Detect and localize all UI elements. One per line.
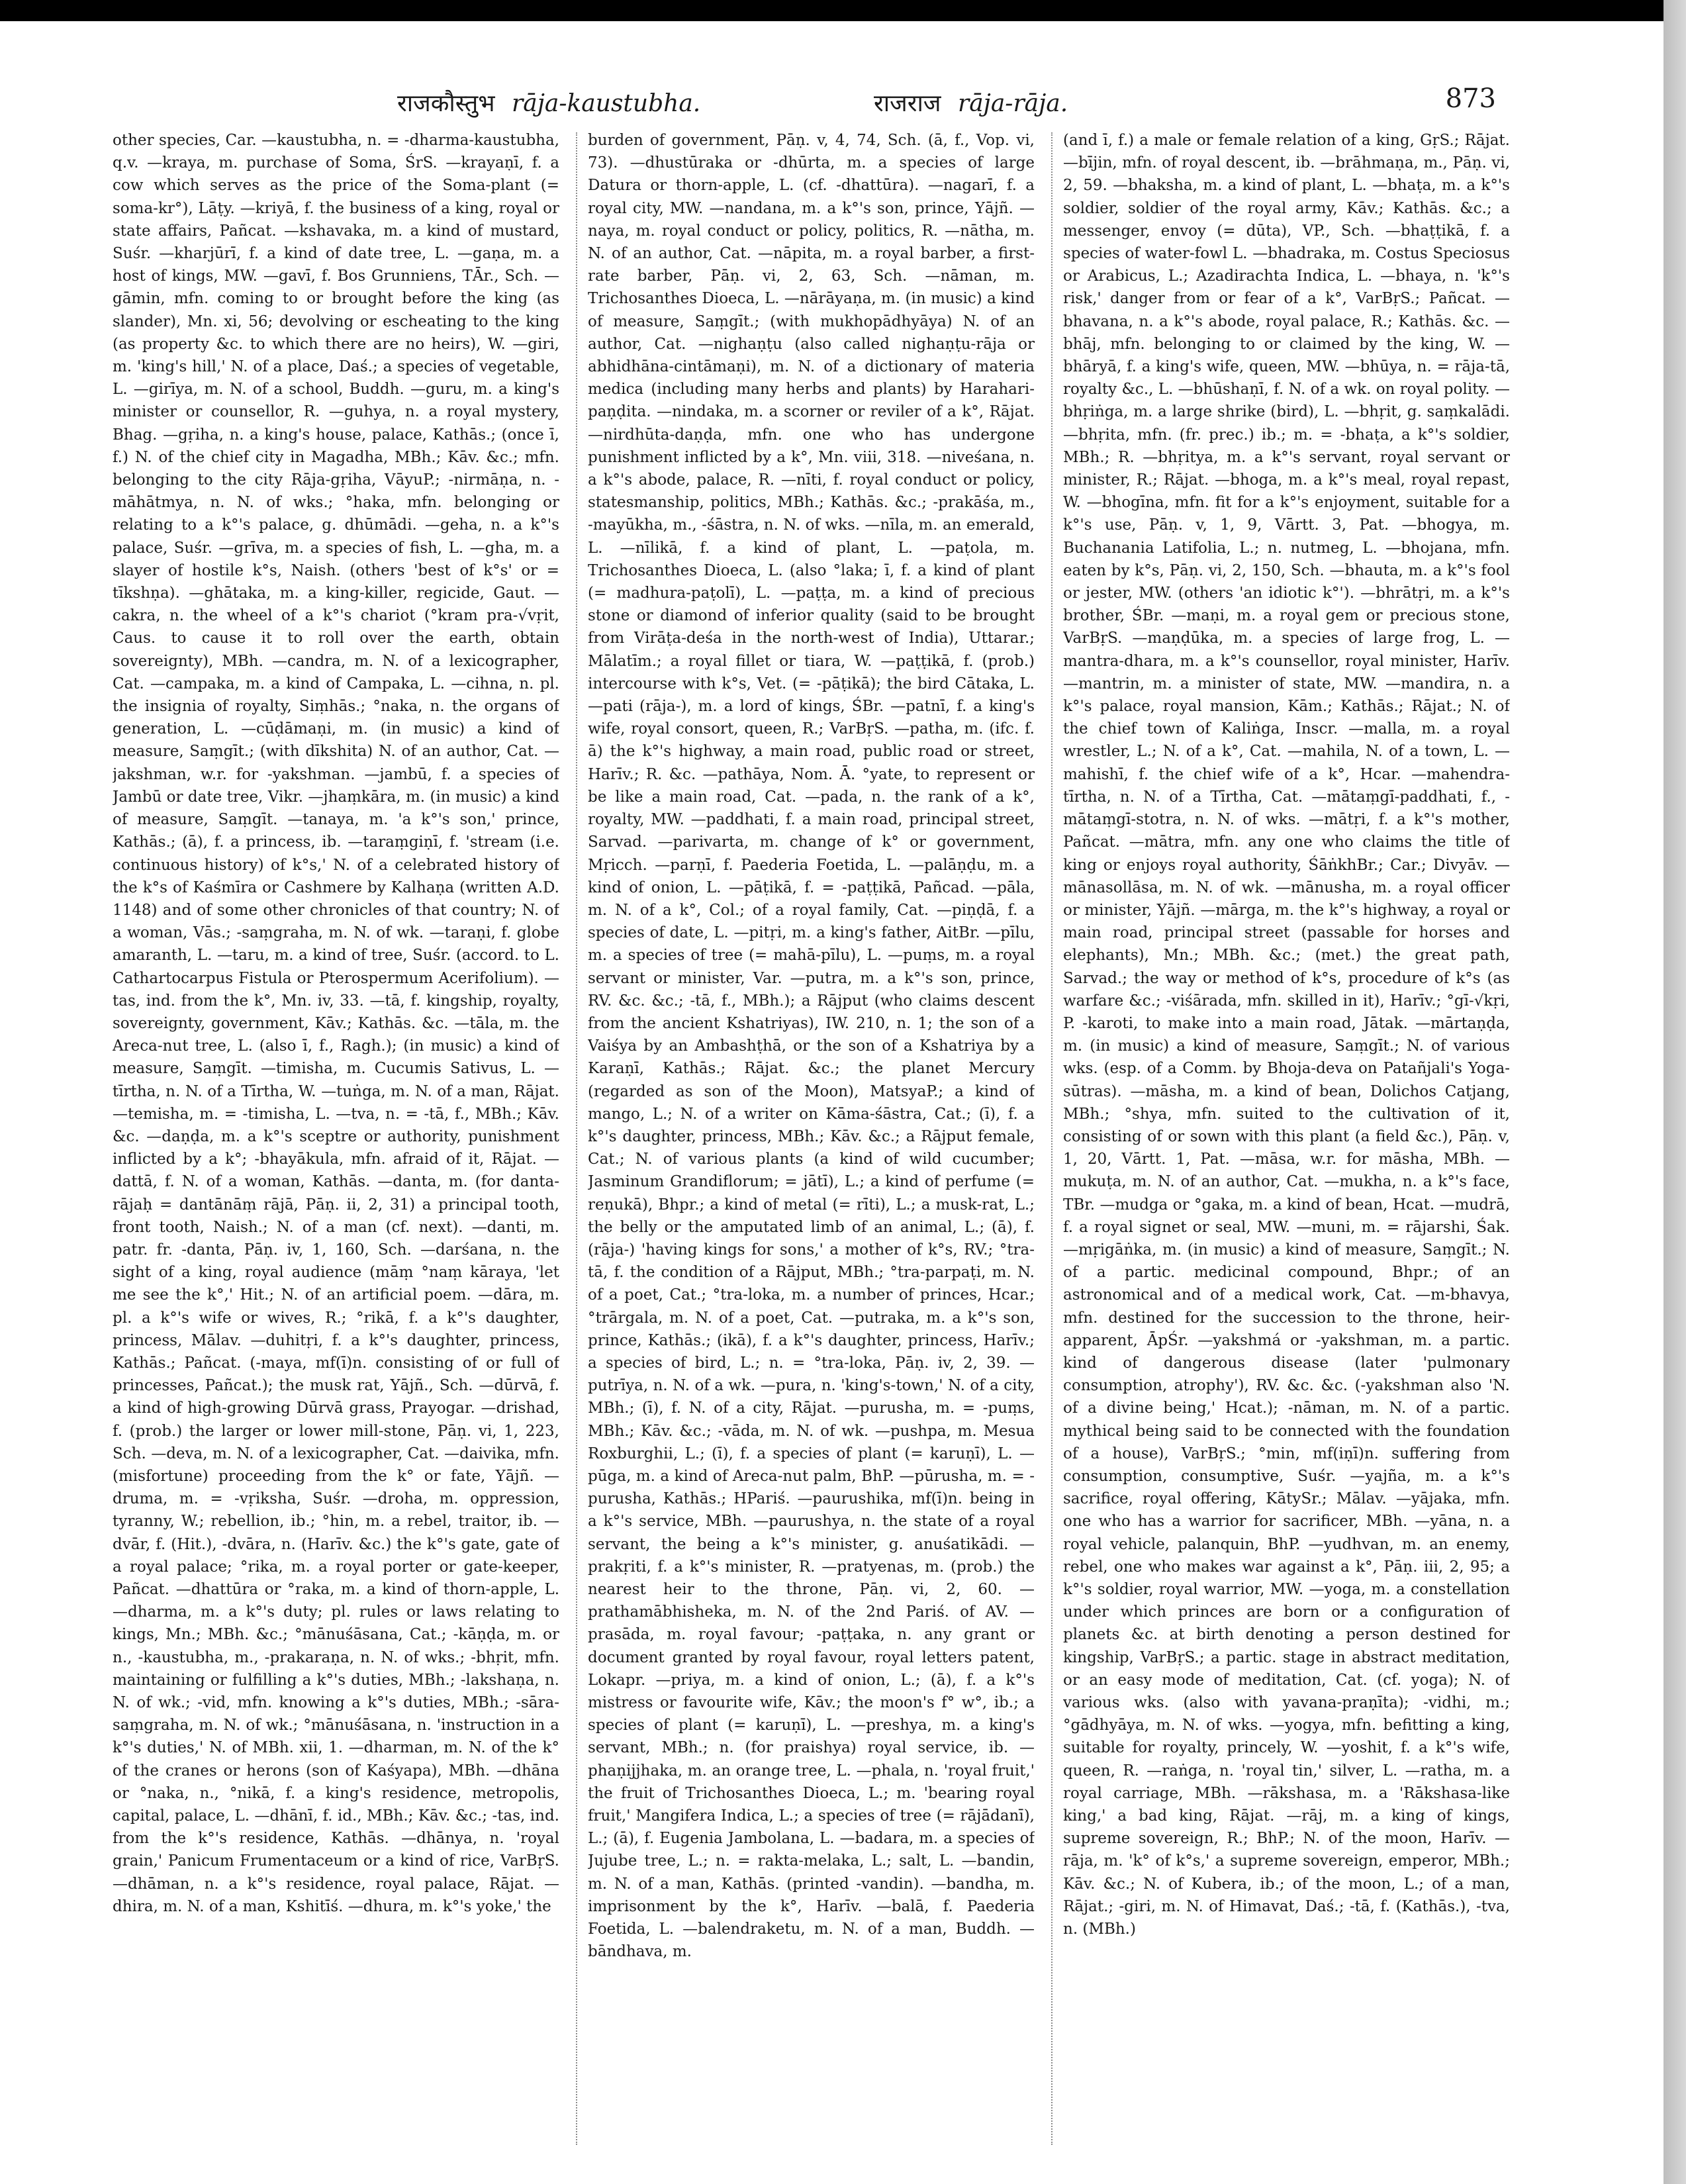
header-left-latin: rāja-kaustubha. — [512, 90, 701, 117]
header-left-devanagari: राजकौस्तुभ — [397, 90, 495, 117]
column-divider-1 — [576, 132, 578, 2145]
page-number: 873 — [1445, 83, 1496, 114]
column-1 — [113, 129, 559, 2155]
column-2 — [588, 129, 1035, 2155]
header-left-catchword — [397, 86, 700, 119]
header-mid-devanagari: राजराज — [874, 90, 941, 117]
column-1-text: other species, Car. —kaustubha, n. = -dharma-kaustubha, q.v. —kraya, m. purchase of Soma, ŚrS. —krayaṇī, f. a cow which serves as the price of the Soma-plant (= soma-kr°), Lāṭy. —kriyā, f. the business of a king, royal or state affairs, Pañcat. —kshavaka, m. a kind of mustard, Suśr. —kharjūrī, f. a kind of date tree, L. —gaṇa, m. a host of kings, MW. —gavī, f. Bos Grunniens, TĀr., Sch. —gāmin, mfn. coming to or brought before the king (as slander), Mn. xi, 56; devolving or escheating to the king (as property &c. to which there are no heirs), W. —giri, m. 'king's hill,' N. of a place, Daś.; a species of vegetable, L. —girīya, m. N. of a school, Buddh. —guru, m. a king's minister or counsellor, R. —guhya, n. a royal mystery, Bhag. —gṛiha, n. a king's house, palace, Kathās.; (once ī, f.) N. of the chief city in Magadha, MBh.; Kāv. &c.; mfn. belonging to the city Rāja-gṛiha, VāyuP.; -nirmāṇa, n. -māhātmya, n. N. of wks.; °haka, mfn. belonging or relating to a k°'s palace, g. dhūmādi. —geha, n. a k°'s palace, Suśr. —grīva, m. a species of fish, L. —gha, m. a slayer of hostile k°s, Naish. (others 'best of k°s' or = tīkshṇa). —ghātaka, m. a king-killer, regicide, Gaut. —cakra, n. the wheel of a k°'s chariot (°kram pra-√vṛit, Caus. to cause it to roll over the earth, obtain sovereignty), MBh. —candra, m. N. of a lexicographer, Cat. —campaka, m. a kind of Campaka, L. —cihna, n. pl. the insignia of royalty, Siṃhās.; °naka, n. the organs of generation, L. —cūḍāmaṇi, m. (in music) a kind of measure, Saṃgīt.; (with dīkshita) N. of an author, Cat. —jakshman, w.r. for -yakshman. —jambū, f. a species of Jambū or date tree, Vikr. —jhaṃkāra, m. (in music) a kind of measure, Saṃgīt. —tanaya, m. 'a k°'s son,' prince, Kathās.; (ā), f. a princess, ib. —taraṃgiṇī, f. 'stream (i.e. continuous history) of k°s,' N. of a celebrated history of the k°s of Kaśmīra or Cashmere by Kalhaṇa (written A.D. 1148) and of some other chronicles of that country; N. of a woman, Vās.; -saṃgraha, m. N. of wk. —taraṇi, f. globe amaranth, L. —taru, m. a kind of tree, Suśr. (accord. to L. Cathartocarpus Fistula or Pterospermum Acerifolium). —tas, ind. from the k°, Mn. iv, 33. —tā, f. kingship, royalty, sovereignty, government, Kāv.; Kathās. &c. —tāla, m. the Areca-nut tree, L. (also ī, f., Ragh.); (in music) a kind of measure, Saṃgīt. —timisha, m. Cucumis Sativus, L. —tīrtha, n. N. of a Tīrtha, W. —tuṅga, m. N. of a man, Rājat. —temisha, m. = -timisha, L. —tva, n. = -tā, f., MBh.; Kāv. &c. —daṇḍa, m. a k°'s sceptre or authority, punishment inflicted by a k°; -bhayākula, mfn. afraid of it, Rājat. —dattā, f. N. of a woman, Kathās. —danta, m. (for danta-rājaḥ = dantānāṃ rājā, Pāṇ. ii, 2, 31) a principal tooth, front tooth, Naish.; N. of a man (cf. next). —danti, m. patr. fr. -danta, Pāṇ. iv, 1, 160, Sch. —darśana, n. the sight of a king, royal audience (māṃ °naṃ kāraya, 'let me see the k°,' Hit.; N. of an artificial poem. —dāra, m. pl. a k°'s wife or wives, R.; °rikā, f. a k°'s daughter, princess, Mālav. —duhitṛi, f. a k°'s daughter, princess, Kathās.; Pañcat. (-maya, mf(ī)n. consisting of or full of princesses, Pañcat.); the musk rat, Yājñ., Sch. —dūrvā, f. a kind of high-growing Dūrvā grass, Prayogar. —drishad, f. (prob.) the larger or lower mill-stone, Pāṇ. vi, 1, 223, Sch. —deva, m. N. of a lexicographer, Cat. —daivika, mfn. (misfortune) proceeding from the k° or fate, Yājñ. —druma, m. = -vṛiksha, Suśr. —droha, m. oppression, tyranny, W.; rebellion, ib.; °hin, m. a rebel, traitor, ib. —dvār, f. (Hit.), -dvāra, n. (Harīv. &c.) the k°'s gate, gate of a royal palace; °rika, m. a royal porter or gate-keeper, Pañcat. —dhattūra or °raka, m. a kind of thorn-apple, L. —dharma, m. a k°'s duty; pl. rules or laws relating to kings, Mn.; MBh. &c.; °mānuśāsana, Cat.; -kāṇḍa, m. or n., -kaustubha, m., -prakaraṇa, n. N. of wks.; -bhṛit, mfn. maintaining or fulfilling a k°'s duties, MBh.; -lakshaṇa, n. N. of wk.; -vid, mfn. knowing a k°'s duties, MBh.; -sāra-saṃgraha, m. N. of wk.; °mānuśāsana, n. 'instruction in a k°'s duties,' N. of MBh. xii, 1. —dharman, m. N. of the k° of the cranes or herons (son of Kaśyapa), MBh. —dhāna or °naka, n., °nikā, f. a king's residence, metropolis, capital, palace, L. —dhānī, f. id., MBh.; Kāv. &c.; -tas, ind. from the k°'s residence, Kathās. —dhānya, n. 'royal grain,' Panicum Frumentaceum or a kind of rice, VarBṛS. —dhāman, n. a k°'s residence, royal palace, Rājat. —dhira, m. N. of a man, Kshitīś. —dhura, m. k°'s yoke,' the — [113, 132, 559, 1915]
header-mid-latin: rāja-rāja. — [957, 90, 1068, 117]
column-divider-2 — [1051, 132, 1053, 2145]
scan-right-edge — [1663, 0, 1686, 2184]
column-2-text: burden of government, Pāṇ. v, 4, 74, Sch. (ā, f., Vop. vi, 73). —dhustūraka or -dhūrta, m. a species of large Datura or thorn-apple, L. (cf. -dhattūra). —nagarī, f. a royal city, MW. —nandana, m. a k°'s son, prince, Yājñ. —naya, m. royal conduct or policy, politics, R. —nātha, m. N. of an author, Cat. —nāpita, m. a royal barber, a first-rate barber, Pāṇ. vi, 2, 63, Sch. —nāman, m. Trichosanthes Dioeca, L. —nārāyaṇa, m. (in music) a kind of measure, Saṃgīt.; (with mukhopādhyāya) N. of an author, Cat. —nighaṇṭu (also called nighaṇṭu-rāja or abhidhāna-cintāmaṇi), m. N. of a dictionary of materia medica (including many herbs and plants) by Harahari-paṇḍita. —nindaka, m. a scorner or reviler of a k°, Rājat. —nirdhūta-daṇḍa, mfn. one who has undergone punishment inflicted by a k°, Mn. viii, 318. —niveśana, n. a k°'s abode, palace, R. —nīti, f. royal conduct or policy, statesmanship, politics, MBh.; Kathās. &c.; -prakāśa, m., -mayūkha, m., -śāstra, n. N. of wks. —nīla, m. an emerald, L. —nīlikā, f. a kind of plant, L. —paṭola, m. Trichosanthes Dioeca, L. (also °laka; ī, f. a kind of plant (= madhura-paṭolī), L. —paṭṭa, m. a kind of precious stone or diamond of inferior quality (said to be brought from Virāṭa-deśa in the north-west of India), Uttarar.; Mālatīm.; a royal fillet or tiara, W. —paṭṭikā, f. (prob.) intercourse with k°s, Vet. (= -pāṭikā); the bird Cātaka, L. —pati (rāja-), m. a lord of kings, ŚBr. —patnī, f. a king's wife, royal consort, queen, R.; VarBṛS. —patha, m. (ifc. f. ā) the k°'s highway, a main road, public road or street, Harīv.; R. &c. —pathāya, Nom. Ā. °yate, to represent or be like a main road, Cat. —pada, n. the rank of a k°, royalty, MW. —paddhati, f. a main road, principal street, Sarvad. —parivarta, m. change of k° or government, Mṛicch. —parṇī, f. Paederia Foetida, L. —palāṇḍu, m. a kind of onion, L. —pāṭikā, f. = -paṭṭikā, Pañcad. —pāla, m. N. of a k°, Col.; of a royal family, Cat. —piṇḍā, f. a species of date, L. —pitṛi, m. a king's father, AitBr. —pīlu, m. a species of tree (= mahā-pīlu), L. —puṃs, m. a royal servant or minister, Var. —putra, m. a k°'s son, prince, RV. &c. &c.; -tā, f., MBh.); a Rājput (who claims descent from the ancient Kshatriyas), IW. 210, n. 1; the son of a Vaiśya by an Ambashṭhā, or the son of a Kshatriya by a Karaṇī, Kathās.; Rājat. &c.; the planet Mercury (regarded as son of the Moon), MatsyaP.; a kind of mango, L.; N. of a writer on Kāma-śāstra, Cat.; (ī), f. a k°'s daughter, princess, MBh.; Kāv. &c.; a Rājput female, Cat.; N. of various plants (a kind of wild cucumber; Jasminum Grandiflorum; = jātī), L.; a kind of perfume (= reṇukā), Bhpr.; a kind of metal (= rīti), L.; a musk-rat, L.; the belly or the amputated limb of an animal, L.; (ā), f. (rāja-) 'having kings for sons,' a mother of k°s, RV.; °tra-tā, f. the condition of a Rājput, MBh.; °tra-parpaṭi, m. N. of a poet, Cat.; °tra-loka, m. a number of princes, Hcar.; °trārgala, m. N. of a poet, Cat. —putraka, m. a k°'s son, prince, Kathās.; (ikā), f. a k°'s daughter, princess, Harīv.; a species of bird, L.; n. = °tra-loka, Pāṇ. iv, 2, 39. —putrīya, n. N. of a wk. —pura, n. 'king's-town,' N. of a city, MBh.; (ī), f. N. of a city, Rājat. —purusha, m. = -puṃs, MBh.; Kāv. &c.; -vāda, m. N. of wk. —pushpa, m. Mesua Roxburghii, L.; (ī), f. a species of plant (= karuṇī), L. —pūga, m. a kind of Areca-nut palm, BhP. —pūrusha, m. = -purusha, Kathās.; HPariś. —paurushika, mf(ī)n. being in a k°'s service, MBh. —paurushya, n. the state of a royal servant, the being a k°'s minister, g. anuśatikādi. —prakṛiti, f. a k°'s minister, R. —pratyenas, m. (prob.) the nearest heir to the throne, Pāṇ. vi, 2, 60. —prathamābhisheka, m. N. of the 2nd Pariś. of AV. —prasāda, m. royal favour; -paṭṭaka, n. any grant or document granted by royal favour, royal letters patent, Lokapr. —priya, m. a kind of onion, L.; (ā), f. a k°'s mistress or favourite wife, Kāv.; the moon's f° w°, ib.; a species of plant (= karuṇī), L. —preshya, m. a king's servant, MBh.; n. (for praishya) royal service, ib. —phaṇijjhaka, m. an orange tree, L. —phala, n. 'royal fruit,' the fruit of Trichosanthes Dioeca, L.; m. 'bearing royal fruit,' Mangifera Indica, L.; a species of tree (= rājādanī), L.; (ā), f. Eugenia Jambolana, L. —badara, m. a species of Jujube tree, L.; n. = rakta-melaka, L.; salt, L. —bandin, m. N. of a man, Kathās. (printed -vandin). —bandha, m. imprisonment by the k°, Harīv. —balā, f. Paederia Foetida, L. —balendraketu, m. N. of a man, Buddh. —bāndhava, m. — [588, 132, 1035, 1961]
scan-top-edge — [0, 0, 1686, 21]
column-3 — [1063, 129, 1510, 2155]
dictionary-columns — [113, 129, 1509, 2161]
column-3-text: (and ī, f.) a male or female relation of a king, GṛS.; Rājat. —bījin, mfn. of royal descent, ib. —brāhmaṇa, m., Pāṇ. vi, 2, 59. —bhaksha, m. a kind of plant, L. —bhaṭa, m. a k°'s soldier, soldier of the royal army, Kāv.; Kathās. &c.; a messenger, envoy (= dūta), VP., Sch. —bhaṭṭikā, f. a species of water-fowl L. —bhadraka, m. Costus Speciosus or Arabicus, L.; Azadirachta Indica, L. —bhaya, n. 'k°'s risk,' danger from or fear of a k°, VarBṛS.; Pañcat. —bhavana, n. a k°'s abode, royal palace, R.; Kathās. &c. —bhāj, mfn. belonging to or claimed by the king, W. —bhāryā, f. a king's wife, queen, MW. —bhūya, n. = rāja-tā, royalty &c., L. —bhūshaṇī, f. N. of a wk. on royal polity. —bhṛiṅga, m. a large shrike (bird), L. —bhṛit, g. saṃkalādi. —bhṛita, mfn. (fr. prec.) ib.; m. = -bhaṭa, a k°'s soldier, MBh.; R. —bhṛitya, m. a k°'s servant, royal servant or minister, R.; Rājat. —bhoga, m. a k°'s meal, royal repast, W. —bhogīna, mfn. fit for a k°'s enjoyment, suitable for a k°'s use, Pāṇ. v, 1, 9, Vārtt. 3, Pat. —bhogya, m. Buchanania Latifolia, L.; n. nutmeg, L. —bhojana, mfn. eaten by k°s, Pāṇ. vi, 2, 150, Sch. —bhauta, m. a k°'s fool or jester, MW. (others 'an idiotic k°'). —bhrātṛi, m. a k°'s brother, ŚBr. —maṇi, m. a royal gem or precious stone, VarBṛS. —maṇḍūka, m. a species of large frog, L. —mantra-dhara, m. a k°'s counsellor, royal minister, Harīv. —mantrin, m. a minister of state, MW. —mandira, n. a k°'s palace, royal mansion, Kām.; Kathās.; Rājat.; N. of the chief town of Kaliṅga, Inscr. —malla, m. a royal wrestler, L.; N. of a k°, Cat. —mahila, N. of a town, L. —mahishī, f. the chief wife of a k°, Hcar. —mahendra-tīrtha, n. N. of a Tīrtha, Cat. —mātaṃgī-paddhati, f., -mātaṃgī-stotra, n. N. of wks. —mātṛi, f. a k°'s mother, Pañcat. —mātra, mfn. any one who claims the title of king or enjoys royal authority, ŚāṅkhBr.; Car.; Divyāv. —mānasollāsa, m. N. of wk. —mānusha, m. a royal officer or minister, Yājñ. —mārga, m. the k°'s highway, a royal or main road, principal street (passable for horses and elephants), Mn.; MBh. &c.; (met.) the great path, Sarvad.; the way or method of k°s, procedure of k°s (as warfare &c.; -viśārada, mfn. skilled in it), Harīv.; °gī-√kṛi, P. -karoti, to make into a main road, Jātak. —mārtaṇḍa, m. (in music) a kind of measure, Saṃgīt.; N. of various wks. (esp. of a Comm. by Bhoja-deva on Patañjali's Yoga-sūtras). —māsha, m. a kind of bean, Dolichos Catjang, MBh.; °shya, mfn. suited to the cultivation of it, consisting of or sown with this plant (a field &c.), Pāṇ. v, 1, 20, Vārtt. 1, Pat. —māsa, w.r. for māsha, MBh. —mukuṭa, m. N. of an author, Cat. —mukha, n. a k°'s face, TBr. —mudga or °gaka, m. a kind of bean, Hcat. —mudrā, f. a royal signet or seal, MW. —muni, m. = rājarshi, Śak. —mṛigāṅka, m. (in music) a kind of measure, Saṃgīt.; N. of a partic. medicinal compound, Bhpr.; of an astronomical and of a medical work, Cat. —m-bhavya, mfn. destined for the succession to the throne, heir-apparent, ĀpŚr. —yakshmá or -yakshman, m. a partic. kind of dangerous disease (later 'pulmonary consumption, atrophy'), RV. &c. &c. (-yakshman also 'N. of a divine being,' Hcat.); -nāman, m. N. of a partic. mythical being said to be connected with the foundation of a house), VarBṛS.; °min, mf(iṇī)n. suffering from consumption, consumptive, Suśr. —yajña, m. a k°'s sacrifice, royal offering, KātySr.; Mālav. —yājaka, mfn. one who has a warrior for sacrificer, MBh. —yāna, n. a royal vehicle, palanquin, BhP. —yudhvan, m. an enemy, rebel, one who makes war against a k°, Pāṇ. iii, 2, 95; a k°'s soldier, royal warrior, MW. —yoga, m. a constellation under which princes are born or a configuration of planets &c. at birth denoting a person destined for kingship, VarBṛS.; a partic. stage in abstract meditation, or an easy mode of meditation, Cat. (cf. yoga); N. of various wks. (also with yavana-praṇīta); -vidhi, m.; °gādhyāya, m. N. of wks. —yogya, mfn. befitting a king, suitable for royalty, princely, W. —yoshit, f. a k°'s wife, queen, R. —raṅga, n. 'royal tin,' silver, L. —ratha, m. a royal carriage, MBh. —rākshasa, m. a 'Rākshasa-like king,' a bad king, Rājat. —rāj, m. a king of kings, supreme sovereign, R.; BhP.; N. of the moon, Harīv. —rāja, m. 'k° of k°s,' a supreme sovereign, emperor, MBh.; Kāv. &c.; N. of Kubera, ib.; of the moon, L.; of a man, Rājat.; -giri, m. N. of Himavat, Daś.; -tā, f. (Kathās.), -tva, n. (MBh.) — [1063, 132, 1510, 1938]
header-right-catchword — [874, 86, 1068, 119]
page-header — [113, 79, 1496, 126]
